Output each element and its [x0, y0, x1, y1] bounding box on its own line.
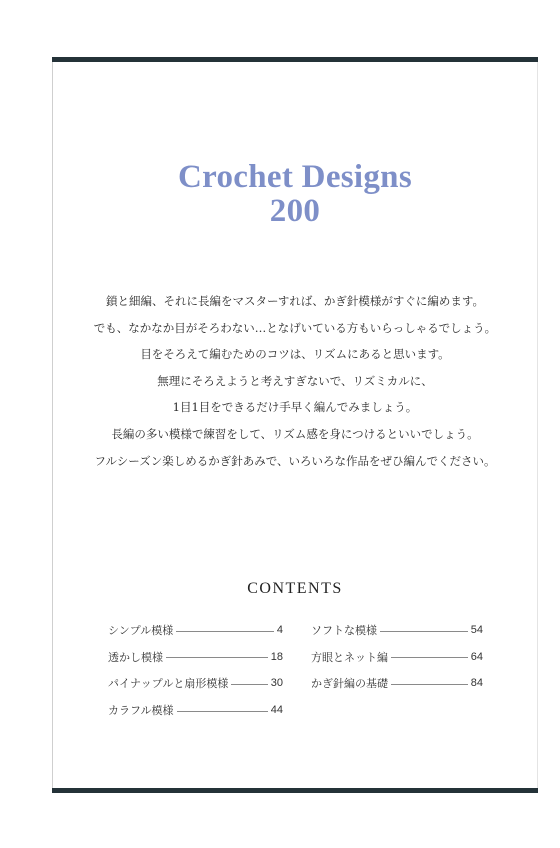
- toc-entry-page: 84: [470, 677, 483, 690]
- toc-leader: [166, 657, 268, 658]
- toc-entry[interactable]: [108, 670, 283, 697]
- intro-line: 長編の多い模様で練習をして、リズム感を身につけるといいでしょう。: [111, 426, 479, 441]
- toc-entry-label: カラフル模様: [108, 704, 174, 718]
- contents-heading: CONTENTS: [247, 580, 343, 597]
- toc-entry[interactable]: [108, 617, 283, 644]
- intro-line: でも、なかなか目がそろわない…となげいている方もいらっしゃるでしょう。: [93, 320, 497, 335]
- toc-entry-label: 方眼とネット編: [311, 650, 388, 664]
- toc-entry[interactable]: [311, 670, 483, 697]
- intro-line: 目をそろえて編むためのコツは、リズムにあると思います。: [140, 347, 450, 362]
- toc-entry-page: 18: [270, 650, 283, 663]
- toc-entry[interactable]: [311, 644, 483, 671]
- intro-line: フルシーズン楽しめるかぎ針あみで、いろいろな作品をぜひ編んでください。: [94, 453, 496, 468]
- bottom-rule: [52, 788, 538, 793]
- toc-entry-label: かぎ針編の基礎: [311, 677, 388, 691]
- toc-left-column: [108, 617, 283, 723]
- toc-entry-label: シンプル模様: [108, 624, 174, 638]
- toc-entry-page: 30: [270, 677, 283, 690]
- intro-line: 無理にそろえようと考えすぎないで、リズミカルに、: [157, 373, 433, 388]
- toc-leader: [231, 684, 267, 685]
- toc-entry[interactable]: [311, 617, 483, 644]
- toc-leader: [380, 631, 468, 632]
- book-title-line1: Crochet Designs: [178, 159, 412, 195]
- toc-leader: [177, 711, 268, 712]
- toc-leader: [391, 657, 468, 658]
- toc-entry[interactable]: [108, 697, 283, 724]
- toc-entry-label: 透かし模様: [108, 650, 163, 664]
- intro-text: [52, 288, 538, 474]
- toc-entry-label: パイナップルと扇形模様: [108, 677, 229, 691]
- toc-right-column: [311, 617, 483, 697]
- toc-entry-page: 44: [270, 704, 283, 717]
- top-rule: [52, 57, 538, 62]
- toc-entry-page: 4: [276, 624, 283, 637]
- toc-leader: [391, 684, 468, 685]
- toc-leader: [176, 631, 274, 632]
- book-title-line2: 200: [269, 193, 321, 229]
- toc-entry[interactable]: [108, 644, 283, 671]
- toc-entry-page: 54: [470, 624, 483, 637]
- intro-line: 鎖と細編、それに長編をマスターすれば、かぎ針模様がすぐに編めます。: [105, 294, 484, 308]
- toc-entry-page: 64: [470, 650, 483, 663]
- intro-line: 1目1目をできるだけ手早く編んでみましょう。: [172, 400, 418, 415]
- book-title: [52, 160, 538, 228]
- toc-entry-label: ソフトな模様: [311, 624, 377, 638]
